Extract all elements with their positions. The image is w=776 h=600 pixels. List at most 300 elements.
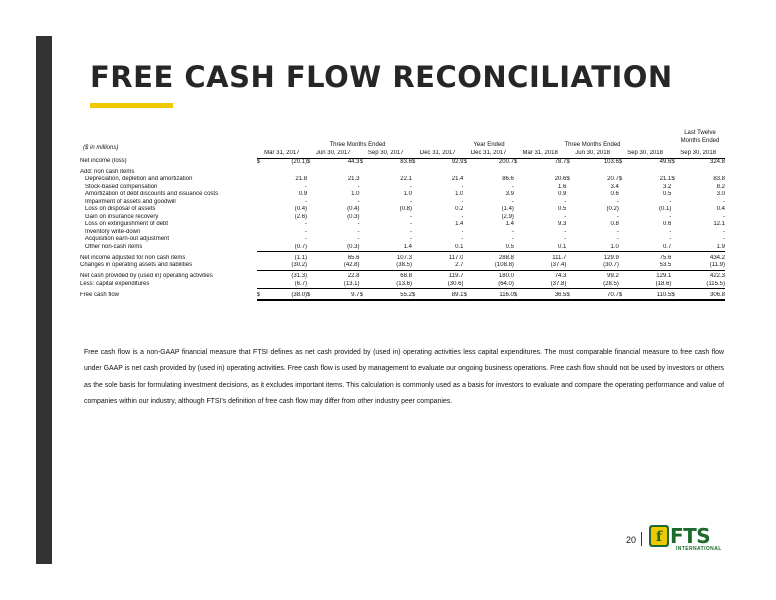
table-row-ni-adjusted [80,255,725,263]
currency-symbol [514,229,522,237]
cell-value: 99.2 [607,273,619,279]
row-label: Loss on extinguishment of debt [85,221,169,227]
currency-symbol [307,191,315,199]
currency-symbol [307,273,315,281]
cell-value: 103.6 [603,158,619,165]
left-sidebar-bar [36,36,52,564]
cell-value: - [564,236,567,242]
cell-value: 83.6 [400,158,412,165]
cell-value: (18.6) [627,281,671,289]
cell-value: 117.0 [448,254,464,261]
currency-symbol [412,221,420,229]
currency-symbol: $ [618,176,623,182]
currency-symbol: $ [671,158,675,165]
cell-value: 92.9 [451,158,464,165]
cell-value: 0.2 [455,206,464,212]
cell-value: 0.7 [627,244,671,252]
cell-value: 1.4 [455,221,464,227]
currency-symbol [619,229,627,237]
currency-symbol [463,244,471,252]
table-row-loss-disposal [80,206,725,214]
logo-mark: f [655,529,663,545]
currency-symbol [257,255,265,263]
cell-value: 0.5 [558,206,567,212]
cell-value: 434.2 [709,254,725,261]
currency-symbol [412,206,420,214]
currency-symbol [307,255,315,263]
currency-symbol [566,255,574,263]
currency-symbol [619,214,627,222]
currency-symbol [566,281,574,289]
currency-symbol [514,199,522,207]
row-label: Net income adjusted for non cash items [80,254,186,261]
page-title: FREE CASH FLOW RECONCILIATION [90,60,673,94]
row-label: Depreciation, depletion and amortization [85,176,193,182]
currency-symbol [257,206,265,214]
currency-symbol [412,273,420,281]
page-number: 20 [626,535,637,545]
cell-value: 21.1 [659,176,672,182]
currency-symbol [566,262,574,270]
currency-symbol [671,255,679,263]
cell-value: - [461,236,464,242]
currency-symbol [257,214,265,222]
period-header: Dec 31, 2017 [412,150,463,158]
currency-symbol: $ [566,292,574,301]
currency-symbol [463,214,471,222]
units-label: ($ in millions) [83,145,119,151]
currency-symbol [463,236,471,244]
currency-symbol [671,184,679,192]
currency-symbol [307,229,315,237]
table-row-dda [80,176,725,184]
cell-value: - [616,213,619,220]
currency-symbol [514,273,522,281]
currency-symbol [463,221,471,229]
cell-value: (42.8) [315,262,359,270]
currency-symbol [619,281,627,289]
currency-symbol [463,262,471,270]
cell-value: 21.8 [295,176,308,182]
currency-symbol [566,199,574,207]
cell-value: - [461,183,464,190]
row-label: Other non-cash items [85,243,143,250]
currency-symbol [360,281,368,289]
currency-symbol [412,236,420,244]
currency-symbol: $ [359,158,363,165]
cell-value: (37.8) [522,281,566,289]
currency-symbol [463,184,471,192]
currency-symbol [412,281,420,289]
cell-value: - [409,236,412,242]
cell-value: 110.5 [627,292,671,301]
currency-symbol [463,281,471,289]
cell-value: - [616,198,619,205]
page-number-divider [641,532,642,546]
currency-symbol [463,255,471,263]
currency-symbol [671,244,679,252]
cell-value: - [669,228,672,235]
period-header: Sep 30, 2018 [619,150,671,158]
row-label: Acquisition earn-out adjustment [85,236,170,242]
currency-symbol [514,255,522,263]
cell-value: 3.0 [716,191,725,197]
table-row-amort-debt [80,191,725,199]
cell-value: (13.6) [368,281,412,289]
ltm-header-line2: Months Ended [680,138,720,144]
cell-value: 1.0 [351,191,360,197]
cell-value: - [409,228,412,235]
currency-symbol [412,244,420,252]
cell-value: - [564,213,567,220]
currency-symbol [671,199,679,207]
cell-value: 49.6 [659,158,672,165]
currency-symbol [671,262,679,270]
currency-symbol [257,191,265,199]
currency-symbol [671,236,679,244]
currency-symbol [257,176,265,184]
row-label: Changes in operating assets and liabilities [80,262,193,269]
period-header: Jun 30, 2018 [566,150,618,158]
cell-value: (0.3) [347,213,360,220]
title-underline [90,103,173,108]
currency-symbol [514,191,522,199]
cell-value: (13.1) [315,281,359,289]
period-header: Mar 31, 2018 [514,150,566,158]
cell-value: 0.9 [558,191,567,197]
cell-value: (31.3) [291,273,308,279]
currency-symbol [619,206,627,214]
cell-value: - [357,228,360,235]
cell-value: - [511,198,514,205]
period-header: Jun 30, 2017 [307,150,359,158]
cell-value: (0.4) [347,206,360,212]
cell-value: (28.5) [574,281,618,289]
table-row-gain-insurance [80,214,725,222]
row-label: Less: capital expenditures [80,280,150,287]
currency-symbol [257,281,265,289]
cell-value: 200.7 [498,158,514,165]
cell-value: - [564,228,567,235]
cell-value: 1.0 [403,191,412,197]
currency-symbol [619,255,627,263]
currency-symbol [671,273,679,281]
cell-value: 306.8 [679,292,725,301]
cell-value: 8.2 [716,183,725,190]
cell-value: 70.7 [574,292,618,301]
cell-value: 1.4 [505,221,514,227]
cell-value: - [357,236,360,242]
currency-symbol [566,236,574,244]
currency-symbol [566,273,574,281]
cell-value: - [669,198,672,205]
cell-value: (20.1) [291,158,308,165]
cell-value: 0.6 [662,221,672,227]
header-year-ended: Year Ended [473,142,505,148]
currency-symbol [307,244,315,252]
cell-value: 9.3 [558,221,567,227]
cell-value: 83.8 [713,176,725,182]
currency-symbol [257,229,265,237]
currency-symbol [463,206,471,214]
cell-value: (2.6) [294,213,308,220]
period-header: Dec 31, 2017 [463,150,513,158]
cell-value: 89.1 [420,292,463,301]
cell-value: (1.1) [294,254,308,261]
currency-symbol [307,262,315,270]
currency-symbol [412,176,420,184]
currency-symbol [412,229,420,237]
currency-symbol [671,221,679,229]
currency-symbol [514,281,522,289]
currency-symbol: $ [463,158,467,165]
cell-value: - [511,228,514,235]
cell-value: 129.1 [656,273,672,279]
currency-symbol [514,206,522,214]
currency-symbol [514,262,522,270]
cell-value: 55.2 [368,292,412,301]
row-label: Free cash flow [80,292,120,298]
row-label: Net income (loss) [80,158,127,165]
cell-value: 22.1 [400,176,412,182]
currency-symbol [412,214,420,222]
cell-value: 107.3 [396,254,412,261]
currency-symbol [514,221,522,229]
cell-value: 0.4 [716,206,725,212]
currency-symbol [619,262,627,270]
currency-symbol [412,191,420,199]
cell-value: 12.1 [713,221,725,227]
currency-symbol [619,191,627,199]
cell-value: - [357,198,360,205]
cell-value: (1.4) [501,206,514,212]
currency-symbol [257,262,265,270]
cell-value: 129.9 [603,254,619,261]
currency-symbol [257,236,265,244]
row-label: Impairment of assets and goodwill [85,198,176,205]
currency-symbol [307,206,315,214]
currency-symbol [619,184,627,192]
currency-symbol [257,184,265,192]
cell-value: - [723,228,725,235]
currency-symbol: $ [411,158,416,165]
cell-value: 20.7 [607,176,619,182]
cell-value: - [305,236,308,242]
cell-value: 9.7 [315,292,359,301]
cell-value: 288.8 [498,254,514,261]
cell-value: 1.0 [574,244,618,252]
cell-value: - [305,198,308,205]
currency-symbol [514,184,522,192]
row-label: Inventory write-down [85,228,141,235]
currency-symbol [257,273,265,281]
currency-symbol: $ [307,292,315,301]
cell-value: 65.6 [347,254,360,261]
currency-symbol [257,221,265,229]
table-row-capex [80,281,725,289]
cell-value: (108.8) [472,262,514,270]
period-header: Sep 30, 2018 [671,150,725,158]
currency-symbol [566,221,574,229]
currency-symbol: $ [412,292,420,301]
currency-symbol [360,273,368,281]
cell-value: (0.7) [265,244,307,252]
currency-symbol: $ [307,158,311,165]
row-label: Amortization of debt discounts and issuance costs [85,191,219,197]
header-three-months-2018: Three Months Ended [564,142,621,148]
cell-value: - [357,183,360,190]
cell-value: 1.0 [455,191,464,197]
free-cash-flow-table [80,150,725,301]
currency-symbol [671,191,679,199]
cell-value: 2.7 [420,262,463,270]
currency-symbol: $ [566,176,570,182]
currency-symbol [514,244,522,252]
cell-value: (115.5) [679,281,725,289]
currency-symbol: $ [513,158,518,165]
table-row-impairment [80,199,725,207]
currency-symbol [514,214,522,222]
currency-symbol [307,236,315,244]
currency-symbol [360,214,368,222]
cell-value: 116.0 [472,292,514,301]
cell-value: 36.5 [522,292,566,301]
cell-value: (38.0) [265,292,307,301]
currency-symbol [566,206,574,214]
row-label: Gain on insurance recovery [85,213,159,220]
currency-symbol [671,214,679,222]
currency-symbol [463,273,471,281]
cell-value: (6.7) [265,281,307,289]
currency-symbol [307,214,315,222]
table-row-other-non-cash [80,244,725,252]
cell-value: 53.5 [627,262,671,270]
cell-value: (30.6) [420,281,463,289]
cell-value: 86.6 [502,176,514,182]
cell-value: 21.4 [451,176,464,182]
currency-symbol [566,191,574,199]
table-row-net-cash-ops [80,273,725,281]
currency-symbol: $ [256,158,260,165]
cell-value: - [723,236,725,242]
cell-value: 0.5 [662,191,672,197]
period-header: Sep 30, 2017 [360,150,412,158]
cell-value: 119.7 [448,273,464,279]
currency-symbol: $ [671,292,679,301]
cell-value: 0.1 [522,244,566,252]
cell-value: 111.7 [552,254,567,261]
table-body [80,150,725,300]
currency-symbol [360,184,368,192]
row-label: Add: non cash items [80,168,135,175]
currency-symbol [307,176,315,184]
cell-value: - [564,198,567,205]
cell-value: - [461,228,464,235]
cell-value: - [409,213,412,220]
cell-value: (0.3) [315,244,359,252]
table-row-stock-comp [80,184,725,192]
currency-symbol [463,199,471,207]
currency-symbol [307,199,315,207]
cell-value: - [669,213,672,220]
currency-symbol: $ [618,158,623,165]
currency-symbol [671,281,679,289]
currency-symbol [566,214,574,222]
currency-symbol: $ [257,292,265,301]
cell-value: (0.2) [606,206,619,212]
currency-symbol [307,221,315,229]
cell-value: - [511,183,514,190]
period-header: Mar 31, 2017 [257,150,307,158]
currency-symbol [360,244,368,252]
currency-symbol [360,191,368,199]
currency-symbol [360,229,368,237]
currency-symbol: $ [360,292,368,301]
cell-value: 3.2 [662,183,672,190]
currency-symbol [307,184,315,192]
cell-value: 324.8 [709,158,725,165]
currency-symbol [463,191,471,199]
currency-symbol [619,273,627,281]
cell-value: 74.3 [554,273,567,279]
currency-symbol: $ [671,176,675,182]
cell-value: 1.9 [679,244,725,252]
cell-value: - [409,221,412,227]
currency-symbol: $ [619,292,627,301]
currency-symbol: $ [514,292,522,301]
cell-value: 3.4 [610,183,619,190]
currency-symbol [514,236,522,244]
cell-value: (11.9) [679,262,725,270]
cell-value: (0.4) [294,206,308,212]
cell-value: 1.4 [368,244,412,252]
cell-value: (30.7) [574,262,618,270]
currency-symbol [360,221,368,229]
currency-symbol [307,281,315,289]
cell-value: 44.3 [347,158,360,165]
currency-symbol [257,199,265,207]
cell-value: - [357,221,360,227]
cell-value: - [409,198,412,205]
cell-value: - [511,236,514,242]
fts-logo-icon [648,524,670,548]
cell-value: 0.9 [298,191,308,197]
cell-value: 20.6 [554,176,567,182]
cell-value: 22.8 [347,273,360,279]
cell-value: (0.8) [399,206,412,212]
currency-symbol [619,199,627,207]
cell-value: 3.9 [505,191,514,197]
cell-value: (64.0) [472,281,514,289]
cell-value: (37.4) [522,262,566,270]
currency-symbol [566,244,574,252]
cell-value: - [305,228,308,235]
table-row-changes-wc [80,262,725,270]
ltm-header-line1: Last Twelve [684,130,716,136]
currency-symbol [463,176,471,184]
cell-value: - [616,228,619,235]
currency-symbol: $ [566,158,570,165]
currency-symbol [463,229,471,237]
cell-value: (2.9) [501,213,514,220]
currency-symbol [566,229,574,237]
cell-value: - [305,183,308,190]
cell-value: - [723,213,725,220]
table-row-acquisition [80,236,725,244]
row-label: Stock-based compensation [85,183,158,190]
currency-symbol: $ [463,292,471,301]
cell-value: 75.6 [659,254,672,261]
